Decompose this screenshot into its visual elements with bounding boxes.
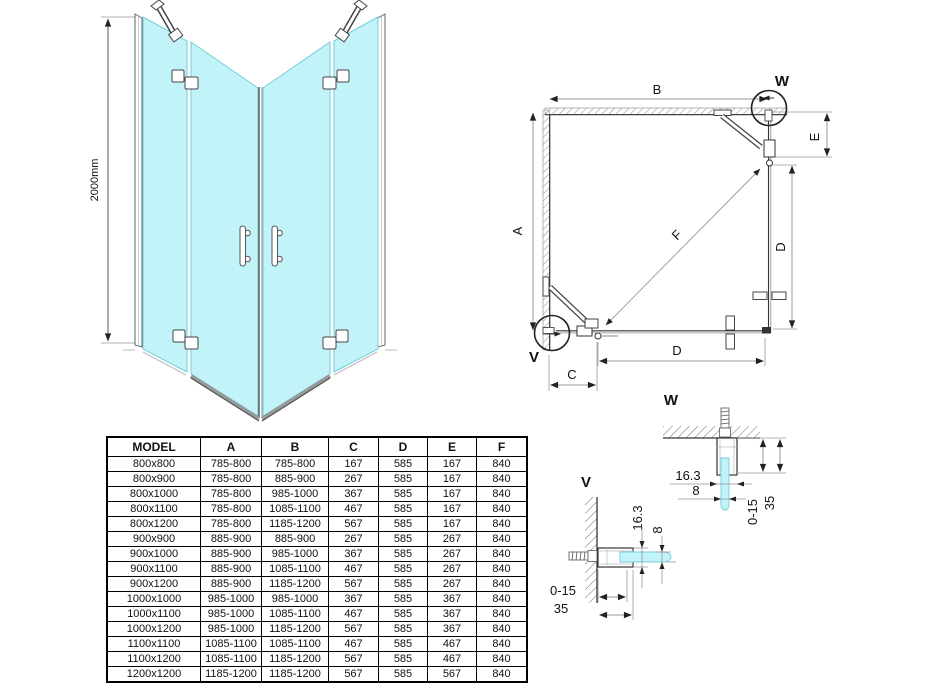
table-cell: 840 — [477, 622, 528, 637]
table-cell: 840 — [477, 637, 528, 652]
table-cell: 567 — [329, 517, 379, 532]
table-cell: 567 — [329, 622, 379, 637]
right-panel-pivot — [767, 160, 773, 166]
table-cell: 1085-1100 — [201, 637, 262, 652]
header-a: A — [201, 437, 262, 457]
table-row — [107, 532, 527, 547]
table-cell: 467 — [329, 562, 379, 577]
table-cell: 1185-1200 — [262, 622, 329, 637]
table-row — [107, 577, 527, 592]
table-cell: 840 — [477, 547, 528, 562]
table-cell: 567 — [428, 667, 477, 683]
table-cell: 840 — [477, 532, 528, 547]
corner-post — [259, 87, 262, 417]
right-panel-handle — [753, 292, 786, 300]
table-cell: 1185-1200 — [262, 577, 329, 592]
bottom-panel-pivot — [595, 333, 601, 339]
detail-w-title: W — [663, 392, 679, 409]
table-row — [107, 517, 527, 532]
table-row — [107, 667, 527, 683]
table-cell: 367 — [428, 622, 477, 637]
table-cell: 885-900 — [201, 562, 262, 577]
table-cell: 785-800 — [201, 457, 262, 472]
table-cell: 167 — [428, 487, 477, 502]
table-cell: 167 — [428, 472, 477, 487]
table-cell: 1000x1000 — [107, 592, 201, 607]
v-profile-width-label: 16.3 — [630, 505, 645, 531]
table-row — [107, 622, 527, 637]
table-cell: 1185-1200 — [262, 517, 329, 532]
top-wall — [545, 108, 787, 115]
table-cell: 585 — [379, 652, 428, 667]
header-b: B — [262, 437, 329, 457]
table-cell: 885-900 — [262, 472, 329, 487]
table-cell: 585 — [379, 562, 428, 577]
bottom-left-brace — [543, 277, 598, 328]
table-cell: 167 — [428, 457, 477, 472]
table-cell: 985-1000 — [262, 592, 329, 607]
dim-b-label: B — [652, 82, 662, 97]
table-cell: 167 — [428, 502, 477, 517]
w-total-label: 35 — [762, 495, 777, 511]
table-cell: 885-900 — [201, 532, 262, 547]
dim-c-label: C — [567, 367, 577, 382]
table-cell: 840 — [477, 457, 528, 472]
table-cell: 985-1000 — [262, 487, 329, 502]
plan-view-drawing — [505, 55, 845, 405]
table-row — [107, 592, 527, 607]
table-cell: 567 — [329, 667, 379, 683]
isometric-view-drawing — [85, 0, 415, 430]
table-cell: 785-800 — [201, 472, 262, 487]
table-cell: 467 — [329, 607, 379, 622]
table-cell: 785-800 — [201, 487, 262, 502]
v-glass-thickness-label: 8 — [650, 526, 665, 534]
table-cell: 1000x1100 — [107, 607, 201, 622]
dim-e-label: E — [807, 132, 822, 142]
v-total-label: 35 — [553, 601, 569, 616]
table-cell: 1185-1200 — [262, 667, 329, 683]
table-cell: 585 — [379, 487, 428, 502]
table-cell: 585 — [379, 457, 428, 472]
table-row — [107, 562, 527, 577]
table-cell: 985-1000 — [262, 547, 329, 562]
table-cell: 567 — [329, 652, 379, 667]
table-cell: 267 — [329, 472, 379, 487]
table-cell: 585 — [379, 577, 428, 592]
table-cell: 785-800 — [201, 502, 262, 517]
table-row — [107, 472, 527, 487]
detail-marker-v-label: V — [528, 349, 540, 366]
right-panel-hinge — [764, 140, 775, 157]
dim-f-label: F — [668, 226, 685, 243]
wall-braces — [543, 110, 761, 328]
detail-v-view — [550, 474, 676, 620]
height-dimension-label: 2000mm — [89, 158, 101, 202]
detail-markers — [529, 73, 790, 366]
table-cell: 840 — [477, 667, 528, 683]
table-cell: 267 — [329, 532, 379, 547]
w-profile-width-label: 16.3 — [675, 468, 701, 483]
table-cell: 267 — [428, 577, 477, 592]
table-cell: 1185-1200 — [262, 652, 329, 667]
table-cell: 367 — [329, 592, 379, 607]
table-cell: 900x1200 — [107, 577, 201, 592]
header-d: D — [379, 437, 428, 457]
header-e: E — [428, 437, 477, 457]
dim-a-label: A — [510, 226, 525, 236]
w-adjustment-label: 0-15 — [745, 498, 760, 526]
table-cell: 840 — [477, 577, 528, 592]
header-model: MODEL — [107, 437, 201, 457]
table-cell: 367 — [329, 487, 379, 502]
table-cell: 1000x1200 — [107, 622, 201, 637]
table-cell: 585 — [379, 517, 428, 532]
table-cell: 800x1100 — [107, 502, 201, 517]
table-cell: 585 — [379, 637, 428, 652]
table-cell: 1100x1100 — [107, 637, 201, 652]
table-cell: 367 — [428, 607, 477, 622]
table-row — [107, 637, 527, 652]
table-cell: 840 — [477, 472, 528, 487]
table-cell: 585 — [379, 622, 428, 637]
w-anchor-screw — [720, 408, 731, 437]
table-cell: 585 — [379, 607, 428, 622]
detail-w-view — [663, 392, 786, 525]
support-bars — [151, 0, 367, 42]
table-cell: 885-900 — [201, 577, 262, 592]
table-header-row — [107, 437, 527, 457]
detail-marker-w-label: W — [774, 73, 790, 90]
table-cell: 840 — [477, 652, 528, 667]
dim-d-bottom-label: D — [672, 343, 682, 358]
table-row — [107, 652, 527, 667]
table-cell: 1100x1200 — [107, 652, 201, 667]
table-cell: 367 — [329, 547, 379, 562]
table-cell: 985-1000 — [201, 592, 262, 607]
table-cell: 585 — [379, 502, 428, 517]
header-c: C — [329, 437, 379, 457]
table-cell: 785-800 — [201, 517, 262, 532]
table-row — [107, 502, 527, 517]
table-cell: 885-900 — [262, 532, 329, 547]
table-row — [107, 457, 527, 472]
table-cell: 1085-1100 — [262, 637, 329, 652]
corner-connector — [762, 327, 771, 334]
table-cell: 900x1000 — [107, 547, 201, 562]
table-cell: 167 — [428, 517, 477, 532]
table-cell: 367 — [428, 592, 477, 607]
table-cell: 885-900 — [201, 547, 262, 562]
table-cell: 840 — [477, 592, 528, 607]
plan-dimensions — [510, 82, 832, 391]
table-cell: 840 — [477, 517, 528, 532]
table-cell: 1185-1200 — [201, 667, 262, 683]
table-cell: 267 — [428, 562, 477, 577]
v-glass-panel — [620, 552, 671, 562]
table-cell: 585 — [379, 472, 428, 487]
w-glass-thickness-label: 8 — [692, 483, 700, 498]
height-dimension — [89, 17, 137, 343]
table-cell: 840 — [477, 607, 528, 622]
table-cell: 800x900 — [107, 472, 201, 487]
table-cell: 1085-1100 — [262, 562, 329, 577]
table-cell: 800x1000 — [107, 487, 201, 502]
table-cell: 467 — [428, 652, 477, 667]
table-cell: 900x1100 — [107, 562, 201, 577]
spec-table-body — [107, 457, 527, 683]
table-cell: 1200x1200 — [107, 667, 201, 683]
dimension-table — [106, 436, 528, 683]
left-wall — [543, 110, 550, 350]
table-cell: 785-800 — [262, 457, 329, 472]
table-row — [107, 547, 527, 562]
dimension-table-header — [107, 437, 527, 457]
table-cell: 800x1200 — [107, 517, 201, 532]
table-cell: 167 — [329, 457, 379, 472]
table-cell: 267 — [428, 547, 477, 562]
table-cell: 900x900 — [107, 532, 201, 547]
table-cell: 800x800 — [107, 457, 201, 472]
table-cell: 585 — [379, 667, 428, 683]
table-cell: 467 — [329, 502, 379, 517]
table-cell: 840 — [477, 562, 528, 577]
table-row — [107, 487, 527, 502]
left-door-glass-panel — [191, 42, 258, 416]
detail-views-drawing — [530, 390, 928, 686]
table-cell: 567 — [329, 577, 379, 592]
table-cell: 585 — [379, 532, 428, 547]
table-cell: 467 — [329, 637, 379, 652]
table-cell: 585 — [379, 547, 428, 562]
plan-walls — [543, 108, 832, 350]
table-cell: 267 — [428, 532, 477, 547]
table-cell: 467 — [428, 637, 477, 652]
table-cell: 1085-1100 — [262, 607, 329, 622]
table-cell: 840 — [477, 487, 528, 502]
table-cell: 1085-1100 — [201, 652, 262, 667]
table-cell: 840 — [477, 502, 528, 517]
table-cell: 1085-1100 — [262, 502, 329, 517]
table-row — [107, 607, 527, 622]
table-cell: 585 — [379, 592, 428, 607]
v-anchor-screw — [569, 551, 597, 562]
v-adjustment-label: 0-15 — [549, 583, 577, 598]
table-cell: 985-1000 — [201, 622, 262, 637]
detail-v-title: V — [580, 474, 592, 491]
table-cell: 985-1000 — [201, 607, 262, 622]
dim-d-right-label: D — [773, 242, 788, 252]
header-f: F — [477, 437, 528, 457]
